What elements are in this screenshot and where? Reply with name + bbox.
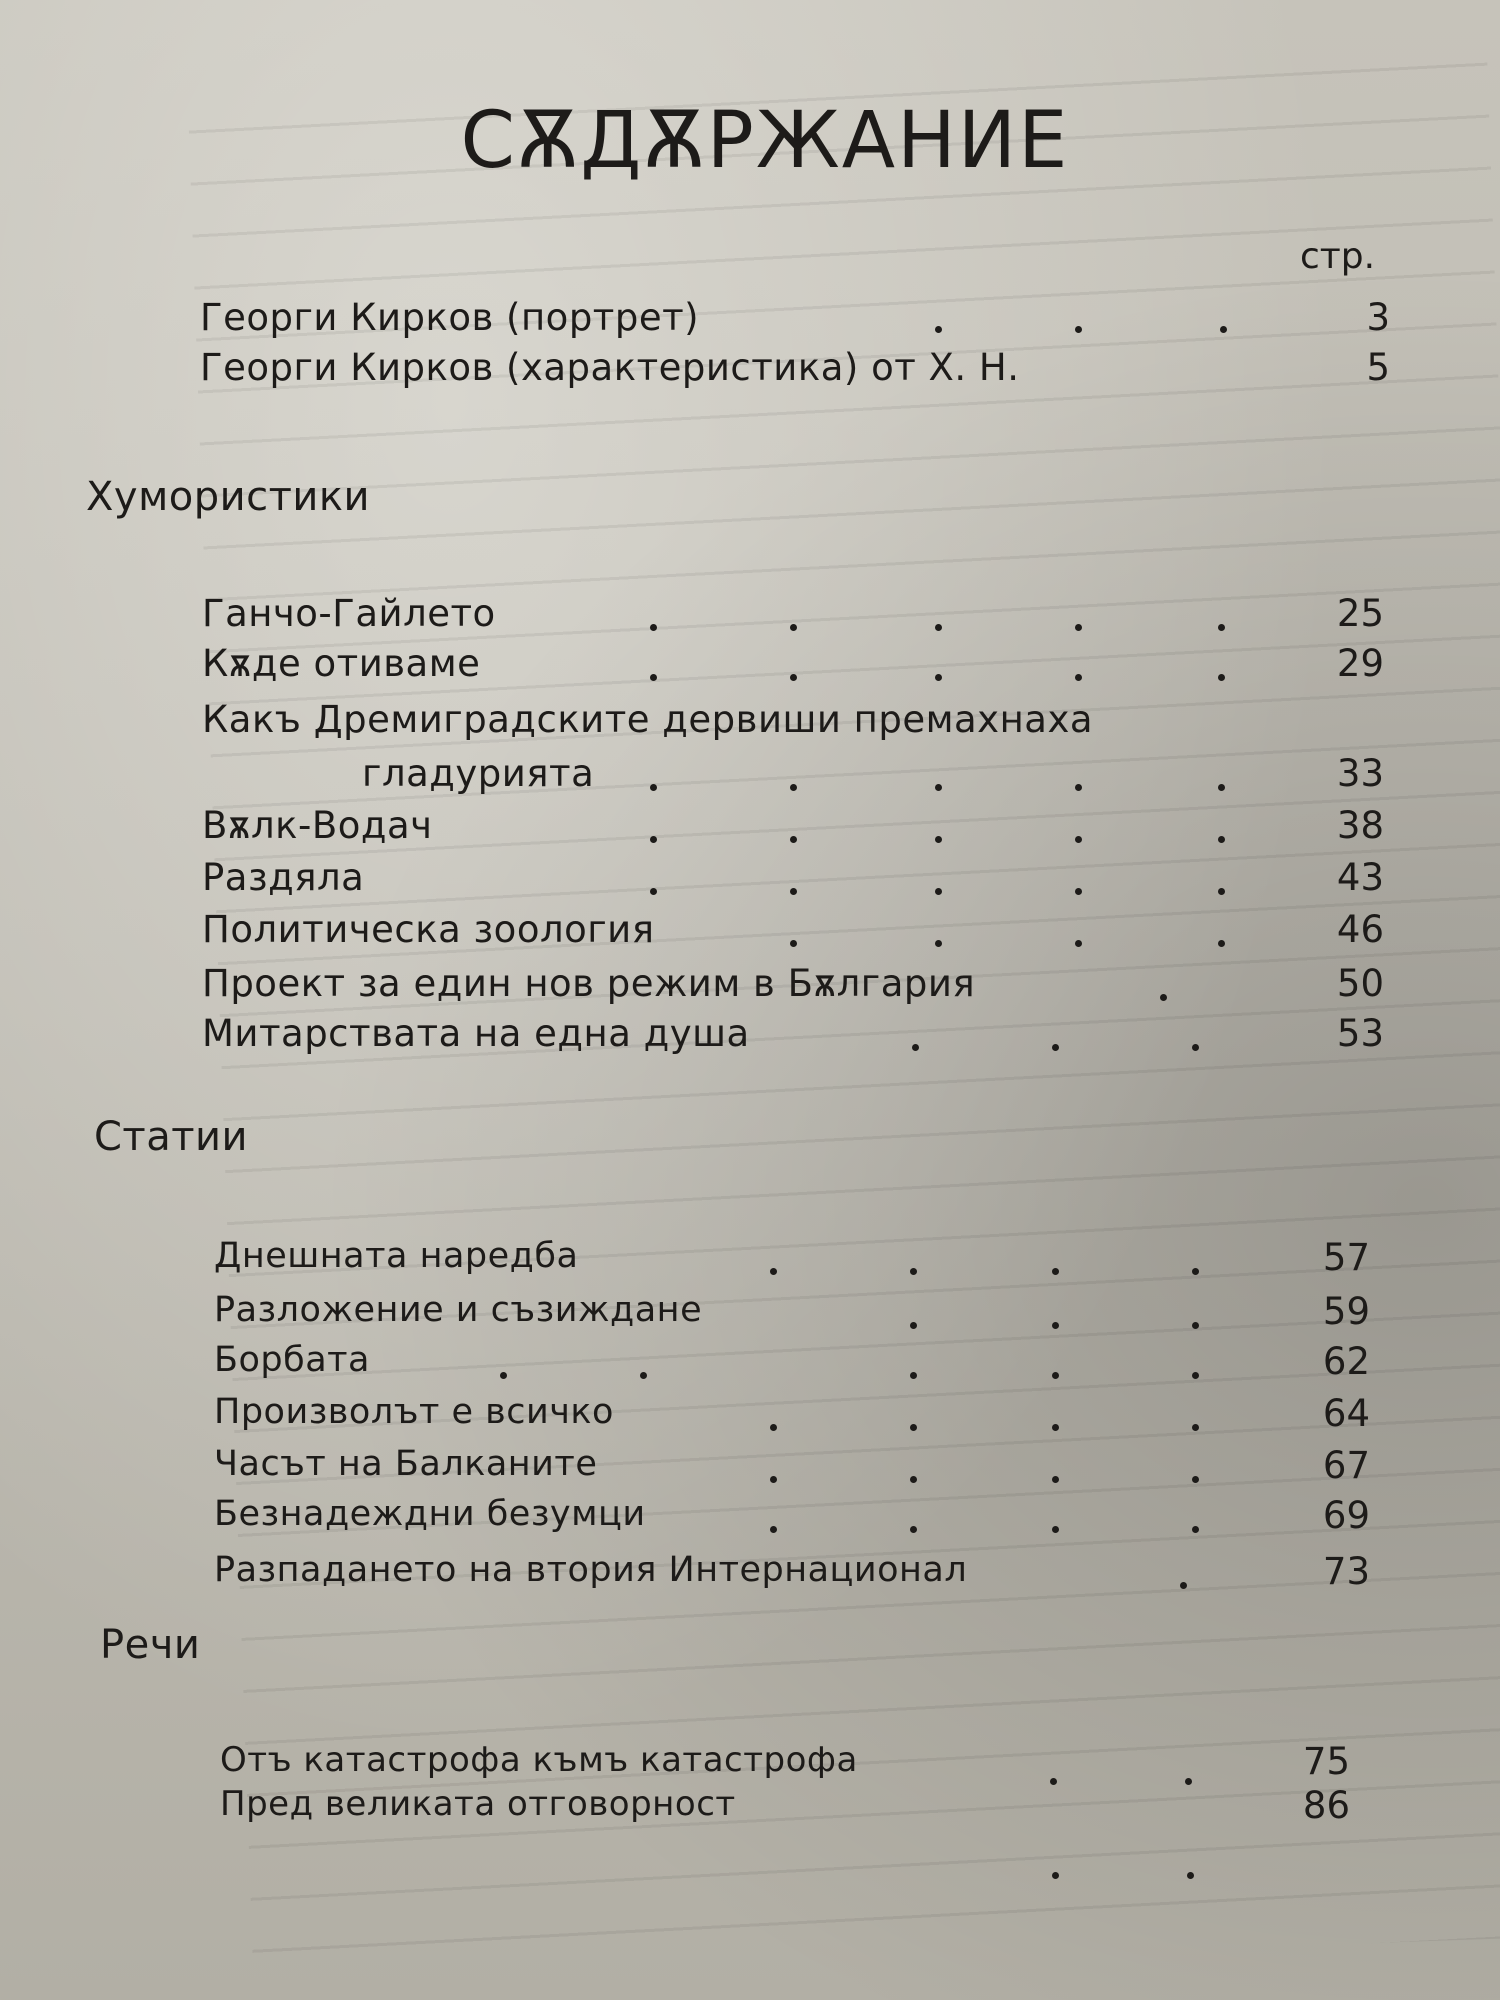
toc-entry xyxy=(0,296,1500,346)
leader-dot xyxy=(1052,1044,1059,1051)
leader-dot xyxy=(1075,624,1082,631)
leader-dot xyxy=(935,888,942,895)
leader-dot xyxy=(650,888,657,895)
leader-dot xyxy=(1218,674,1225,681)
toc-entry-title: Вѫлк-Водач xyxy=(202,804,433,847)
toc-entry-title: Борбата xyxy=(214,1340,371,1380)
toc-entry-title: Безнадеждни безумци xyxy=(214,1494,646,1534)
section-heading: Речи xyxy=(100,1622,201,1668)
toc-entry xyxy=(0,752,1500,802)
leader-dot xyxy=(1052,1424,1059,1431)
leader-dot xyxy=(1052,1268,1059,1275)
leader-dot xyxy=(1052,1526,1059,1533)
toc-entry xyxy=(0,962,1500,1012)
toc-entry xyxy=(0,346,1500,396)
leader-dot xyxy=(640,1372,647,1379)
toc-entry xyxy=(0,804,1500,854)
leader-dot xyxy=(1220,326,1227,333)
toc-entry xyxy=(0,592,1500,642)
leader-dot xyxy=(1218,836,1225,843)
leader-dot xyxy=(1192,1322,1199,1329)
toc-entry-page: 57 xyxy=(1322,1236,1370,1279)
leader-dot xyxy=(1185,1778,1192,1785)
toc-entry xyxy=(0,1392,1500,1442)
leader-dot xyxy=(770,1526,777,1533)
toc-entry xyxy=(0,1444,1500,1494)
leader-dot xyxy=(1075,940,1082,947)
leader-dot xyxy=(1052,1372,1059,1379)
toc-entry-title: Георги Кирков (характеристика) от Х. Н. xyxy=(200,346,1020,389)
toc-entry xyxy=(0,856,1500,906)
toc-entry-title: Кѫде отиваме xyxy=(202,642,481,685)
leader-dot xyxy=(1187,1872,1194,1879)
toc-entry-title: Проект за един нов режим в Бѫлгария xyxy=(202,962,976,1005)
toc-entry-title: Часът на Балканите xyxy=(214,1444,598,1484)
toc-entry xyxy=(0,1784,1500,1834)
leader-dot xyxy=(1050,1778,1057,1785)
leader-dot xyxy=(790,624,797,631)
leader-dot xyxy=(1075,326,1082,333)
toc-entry-page: 64 xyxy=(1322,1392,1370,1435)
toc-entry-title: Отъ катастрофа къмъ катастрофа xyxy=(220,1740,858,1780)
toc-entry-page: 59 xyxy=(1322,1290,1370,1333)
leader-dot xyxy=(910,1372,917,1379)
toc-entry-page: 67 xyxy=(1322,1444,1370,1487)
leader-dot xyxy=(790,888,797,895)
leader-dot xyxy=(650,836,657,843)
toc-entry-page: 73 xyxy=(1322,1550,1370,1593)
leader-dot xyxy=(790,940,797,947)
toc-entry xyxy=(0,1012,1500,1062)
leader-dot xyxy=(910,1322,917,1329)
toc-entry-title: Георги Кирков (портрет) xyxy=(200,296,700,339)
leader-dot xyxy=(1075,784,1082,791)
leader-dot xyxy=(1052,1476,1059,1483)
leader-dot xyxy=(910,1476,917,1483)
leader-dot xyxy=(935,784,942,791)
toc-entry-page: 33 xyxy=(1336,752,1384,795)
section-heading: Статии xyxy=(94,1114,249,1160)
leader-dot xyxy=(650,624,657,631)
leader-dot xyxy=(1218,624,1225,631)
toc-entry xyxy=(0,1550,1500,1600)
leader-dot xyxy=(1075,836,1082,843)
toc-entry-title: гладурията xyxy=(362,752,595,795)
leader-dot xyxy=(1180,1582,1187,1589)
toc-entry-page: 86 xyxy=(1302,1784,1350,1827)
leader-dot xyxy=(1192,1044,1199,1051)
toc-entry-page: 75 xyxy=(1302,1740,1350,1783)
leader-dot xyxy=(650,674,657,681)
toc-entry xyxy=(0,698,1500,748)
leader-dot xyxy=(910,1268,917,1275)
toc-entry-page: 53 xyxy=(1336,1012,1384,1055)
toc-entry-page: 46 xyxy=(1336,908,1384,951)
toc-entry-page: 43 xyxy=(1336,856,1384,899)
toc-entry xyxy=(0,1236,1500,1286)
toc-entry-title: Митарствата на една душа xyxy=(202,1012,750,1055)
leader-dot xyxy=(1218,888,1225,895)
leader-dot xyxy=(1192,1268,1199,1275)
leader-dot xyxy=(935,836,942,843)
toc-entry xyxy=(0,1740,1500,1790)
toc-entry-title: Пред великата отговорност xyxy=(220,1784,736,1824)
toc-entry-title: Ганчо-Гайлето xyxy=(202,592,496,635)
toc-entry-title: Политическа зоология xyxy=(202,908,655,951)
leader-dot xyxy=(1192,1424,1199,1431)
leader-dot xyxy=(500,1372,507,1379)
toc-entry-page: 29 xyxy=(1336,642,1384,685)
leader-dot xyxy=(770,1268,777,1275)
toc-entry-page: 62 xyxy=(1322,1340,1370,1383)
leader-dot xyxy=(935,326,942,333)
leader-dot xyxy=(1075,674,1082,681)
leader-dot xyxy=(1218,940,1225,947)
leader-dot xyxy=(1192,1372,1199,1379)
toc-entry-page: 69 xyxy=(1322,1494,1370,1537)
leader-dot xyxy=(1192,1526,1199,1533)
section-heading: Хумористики xyxy=(86,474,371,520)
page-column-label: стр. xyxy=(1300,236,1376,277)
leader-dot xyxy=(1192,1476,1199,1483)
toc-entry-title: Разложение и съзиждане xyxy=(214,1290,703,1330)
toc-entry xyxy=(0,1494,1500,1544)
toc-entry-page: 5 xyxy=(1366,346,1390,389)
toc-entry-title: Какъ Дремиградските дервиши премахнаха xyxy=(202,698,1094,741)
leader-dot xyxy=(1052,1322,1059,1329)
leader-dot xyxy=(770,1476,777,1483)
leader-dot xyxy=(790,674,797,681)
leader-dot xyxy=(935,624,942,631)
toc-entry-title: Произволът е всичко xyxy=(214,1392,614,1432)
leader-dot xyxy=(790,836,797,843)
leader-dot xyxy=(1160,994,1167,1001)
leader-dot xyxy=(1075,888,1082,895)
toc-entry-page: 50 xyxy=(1336,962,1384,1005)
leader-dot xyxy=(1218,784,1225,791)
toc-entry-page: 25 xyxy=(1336,592,1384,635)
leader-dot xyxy=(770,1424,777,1431)
toc-entry-page: 3 xyxy=(1366,296,1390,339)
leader-dot xyxy=(1052,1872,1059,1879)
toc-entry xyxy=(0,642,1500,692)
leader-dot xyxy=(935,674,942,681)
leader-dot xyxy=(910,1526,917,1533)
toc-entry-title: Раздяла xyxy=(202,856,365,899)
toc-entry-title: Днешната наредба xyxy=(214,1236,579,1276)
page-title: СѪДѪРЖАНИЕ xyxy=(460,96,1070,186)
toc-entry xyxy=(0,908,1500,958)
leader-dot xyxy=(910,1424,917,1431)
leader-dot xyxy=(790,784,797,791)
toc-entry xyxy=(0,1340,1500,1390)
toc-entry-title: Разпадането на втория Интернационал xyxy=(214,1550,968,1590)
leader-dot xyxy=(935,940,942,947)
leader-dot xyxy=(912,1044,919,1051)
leader-dot xyxy=(650,784,657,791)
toc-entry xyxy=(0,1290,1500,1340)
toc-entry-page: 38 xyxy=(1336,804,1384,847)
